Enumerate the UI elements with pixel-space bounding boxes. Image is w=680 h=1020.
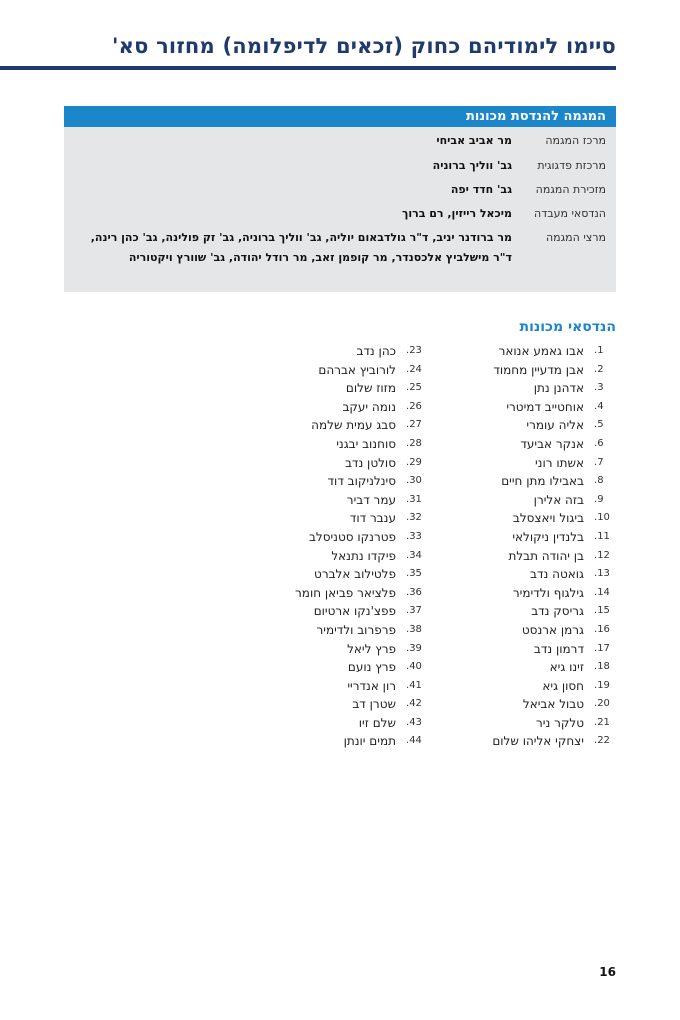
graduate-number: 43.: [406, 716, 422, 728]
graduate-name: גואטה נדב: [530, 567, 584, 582]
graduate-name: אליה עומרי: [526, 418, 584, 433]
graduate-name: פרץ ליאל: [347, 641, 396, 656]
graduate-number: 33.: [406, 530, 422, 542]
staff-row-lecturers: [64, 231, 616, 268]
graduate-item: [406, 584, 616, 603]
graduates-heading: הנדסאי מכונות: [519, 319, 616, 335]
graduates-column-left: [218, 342, 428, 751]
graduate-item: [218, 584, 428, 603]
staff-names: מר אביב אביחי: [436, 134, 512, 147]
graduate-name: פלציאר פביאן חומר: [295, 585, 396, 600]
graduate-name: פטרנקו סטניסלב: [308, 529, 396, 544]
graduate-number: 32.: [406, 512, 422, 524]
graduate-item: [406, 565, 616, 584]
graduate-name: חסון גיא: [542, 678, 584, 693]
staff-role: מזכירת המגמה: [535, 183, 606, 196]
graduate-item: [406, 677, 616, 696]
graduate-number: 22.: [594, 735, 610, 747]
graduate-number: 35.: [406, 568, 422, 580]
graduate-name: טלקר ניר: [536, 715, 584, 730]
graduate-item: [218, 416, 428, 435]
graduate-number: 34.: [406, 549, 422, 561]
graduate-name: פפצ'נקו ארטיום: [313, 604, 396, 619]
graduate-item: [218, 640, 428, 659]
graduate-name: סוחנוב יבגני: [336, 436, 396, 451]
graduate-name: טבול אביאל: [522, 697, 584, 712]
page-number: 16: [599, 965, 616, 979]
graduate-item: [406, 398, 616, 417]
graduate-item: [218, 602, 428, 621]
graduate-item: [406, 547, 616, 566]
graduate-item: [218, 509, 428, 528]
graduate-item: [218, 732, 428, 751]
staff-panel-heading: המגמה להנדסת מכונות: [64, 106, 616, 127]
graduate-name: יצחקי אליהו שלום: [492, 734, 584, 749]
graduate-number: 31.: [406, 493, 422, 505]
graduate-item: [218, 398, 428, 417]
graduate-number: 6.: [594, 437, 604, 449]
graduate-number: 30.: [406, 475, 422, 487]
graduate-number: 13.: [594, 568, 610, 580]
graduate-name: אבן מדעיין מחמוד: [493, 362, 584, 377]
graduate-number: 14.: [594, 586, 610, 598]
graduate-name: פרץ נועם: [347, 660, 396, 675]
graduate-number: 39.: [406, 642, 422, 654]
graduate-name: סינלניקוב דוד: [327, 474, 396, 489]
graduate-item: [406, 621, 616, 640]
staff-names: מר ברודנר יניב, ד"ר גולדבאום יוליה, גב' ווליך ברוניה, גב' זק פולינה, גב' כהן רינה, ד"ר מישלביץ אלכסנדר, מר קופמן זאב, מר רודל יהודה, גב' שוורץ ויקטוריה: [90, 231, 512, 264]
graduate-number: 26.: [406, 400, 422, 412]
graduate-item: [218, 342, 428, 361]
graduate-name: לורוביץ אברהם: [318, 362, 396, 377]
graduate-number: 21.: [594, 716, 610, 728]
staff-row-secretary: [64, 183, 616, 207]
graduate-item: [406, 509, 616, 528]
staff-row-pedagogic: [64, 159, 616, 183]
graduate-name: פרפרוב ולדימיר: [316, 622, 396, 637]
graduate-number: 25.: [406, 382, 422, 394]
graduate-item: [218, 472, 428, 491]
graduate-item: [406, 342, 616, 361]
staff-names: גב' ווליך ברוניה: [432, 159, 512, 172]
graduate-item: [406, 602, 616, 621]
graduate-item: [406, 640, 616, 659]
graduate-name: בלנדין ניקולאי: [512, 529, 584, 544]
graduate-name: אוחטייב דמיטרי: [506, 399, 584, 414]
graduate-number: 28.: [406, 437, 422, 449]
graduate-name: בן יהודה תבלת: [508, 548, 584, 563]
graduate-item: [406, 491, 616, 510]
graduate-item: [218, 435, 428, 454]
graduate-item: [406, 435, 616, 454]
graduate-name: סולטן נדב: [344, 455, 396, 470]
graduate-name: אשתו רוני: [534, 455, 584, 470]
graduate-name: אנקר אביעד: [520, 436, 584, 451]
page-title: סיימו לימודיהם כחוק (זכאים לדיפלומה) מחזור סא': [111, 34, 616, 58]
graduate-number: 44.: [406, 735, 422, 747]
graduate-name: מזוז שלום: [345, 381, 396, 396]
graduate-number: 17.: [594, 642, 610, 654]
graduate-item: [406, 658, 616, 677]
graduate-item: [406, 472, 616, 491]
graduate-number: 36.: [406, 586, 422, 598]
graduate-number: 40.: [406, 661, 422, 673]
graduate-name: זינו גיא: [549, 660, 584, 675]
graduate-item: [406, 528, 616, 547]
staff-row-coordinator: [64, 134, 616, 159]
graduate-item: [218, 658, 428, 677]
staff-role: הנדסאי מעבדה: [534, 207, 606, 220]
graduate-number: 16.: [594, 623, 610, 635]
graduate-item: [218, 379, 428, 398]
graduate-item: [406, 361, 616, 380]
graduate-number: 41.: [406, 679, 422, 691]
graduate-item: [406, 732, 616, 751]
graduate-name: תמים יונתן: [343, 734, 396, 749]
graduate-number: 38.: [406, 623, 422, 635]
graduate-number: 19.: [594, 679, 610, 691]
graduate-number: 24.: [406, 363, 422, 375]
staff-names: גב' חדד יפה: [450, 183, 512, 196]
staff-names: מיכאל רייזין, רם ברוך: [401, 207, 512, 220]
graduate-name: סבג עמית שלמה: [311, 418, 396, 433]
staff-role: מרצי המגמה: [545, 231, 606, 244]
graduate-name: שלם זיו: [358, 715, 396, 730]
graduate-item: [218, 528, 428, 547]
graduate-number: 10.: [594, 512, 610, 524]
graduate-item: [218, 714, 428, 733]
graduate-name: נומה יעקב: [342, 399, 396, 414]
graduate-number: 15.: [594, 605, 610, 617]
graduate-name: פלטילוב אלברט: [314, 567, 396, 582]
graduate-name: עמר דביר: [346, 492, 396, 507]
graduate-item: [406, 714, 616, 733]
graduate-number: 1.: [594, 345, 604, 356]
graduate-number: 4.: [594, 400, 604, 412]
graduate-item: [406, 454, 616, 473]
graduate-number: 20.: [594, 698, 610, 710]
graduate-item: [218, 677, 428, 696]
graduate-name: אדהנן נתן: [533, 381, 584, 396]
graduate-number: 12.: [594, 549, 610, 561]
graduate-name: רון אנדריי: [347, 678, 396, 693]
graduate-number: 2.: [594, 363, 604, 375]
graduate-name: פיקדו נתנאל: [331, 548, 396, 563]
graduate-number: 37.: [406, 605, 422, 617]
graduate-item: [218, 621, 428, 640]
graduate-name: ביגול ויאצסלב: [512, 511, 584, 526]
graduate-item: [406, 695, 616, 714]
graduate-number: 8.: [594, 475, 604, 487]
graduate-number: 18.: [594, 661, 610, 673]
graduate-item: [218, 547, 428, 566]
graduate-item: [218, 695, 428, 714]
graduate-number: 3.: [594, 382, 604, 394]
graduate-item: [218, 454, 428, 473]
graduate-name: ענבר דוד: [349, 511, 396, 526]
graduate-number: 29.: [406, 456, 422, 468]
graduates-column-right: [406, 342, 616, 751]
graduate-item: [406, 379, 616, 398]
staff-panel: [64, 106, 616, 292]
title-underline: [0, 66, 616, 70]
graduate-name: גילגוף ולדימיר: [512, 585, 584, 600]
graduate-name: באבילו מתן חיים: [501, 474, 584, 489]
graduate-name: שטרן דב: [352, 697, 396, 712]
graduate-item: [218, 491, 428, 510]
graduate-item: [218, 361, 428, 380]
graduate-number: 9.: [594, 493, 604, 505]
graduate-name: גריסק נדב: [531, 604, 584, 619]
graduate-item: [218, 565, 428, 584]
graduate-name: כהן נדב: [356, 344, 396, 358]
graduate-number: 42.: [406, 698, 422, 710]
graduate-name: בזה אלירן: [533, 492, 584, 507]
staff-role: מרכז המגמה: [545, 134, 606, 147]
graduate-number: 23.: [406, 345, 422, 356]
graduate-number: 5.: [594, 419, 604, 431]
graduate-number: 7.: [594, 456, 604, 468]
graduate-name: גרמן ארנסט: [521, 622, 584, 637]
graduate-name: דרמון נדב: [533, 641, 584, 656]
graduate-item: [406, 416, 616, 435]
staff-role: מרכזת פדגוגית: [537, 159, 606, 172]
graduate-name: אבו גאמע אנואר: [498, 344, 584, 358]
graduate-number: 27.: [406, 419, 422, 431]
graduate-number: 11.: [594, 530, 610, 542]
